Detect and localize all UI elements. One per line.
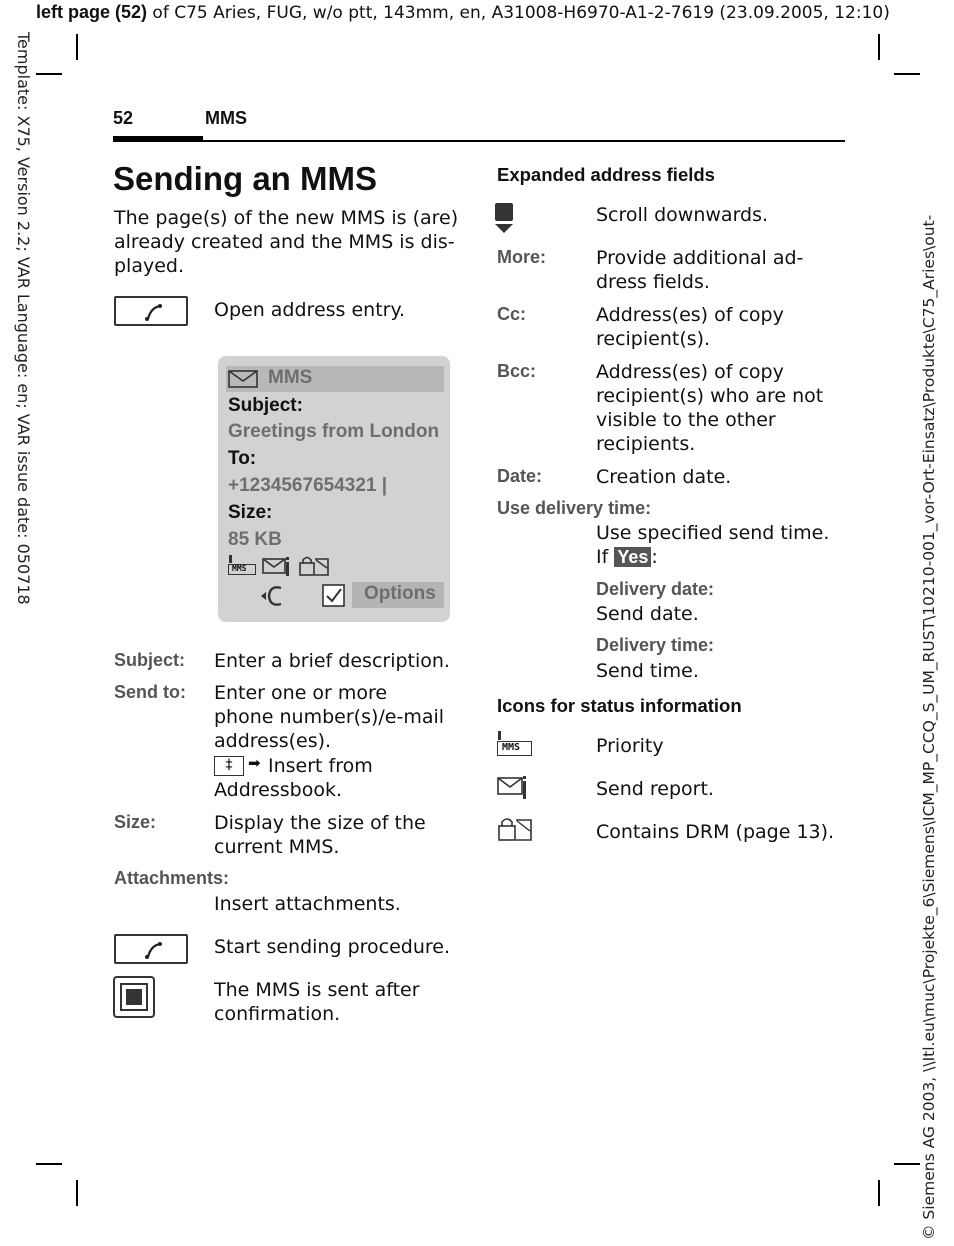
print-header xyxy=(36,2,890,23)
priority-icon-text: MMS xyxy=(232,564,247,573)
checkbox-icon xyxy=(322,584,346,608)
def-term: More: xyxy=(497,247,546,267)
side-text-right: © Siemens AG 2003, \\Itl.eu\muc\Projekte_6\Siemens\ICM_MP_CCQ_S_UM_RUST\10210-001_vor-Ort-Einsatz\Produkte\C75_Aries\out- xyxy=(920,214,938,1240)
def-line: Enter one or more xyxy=(214,682,388,704)
def-line: Display the size of the xyxy=(214,812,426,834)
delivery-date-text: Send date. xyxy=(596,603,699,625)
crop-mark xyxy=(894,1163,920,1165)
def-term: Size: xyxy=(114,812,157,832)
phone-display xyxy=(218,356,450,622)
header-rule xyxy=(113,140,845,142)
clear-key-icon xyxy=(258,583,286,609)
crop-mark xyxy=(36,1163,62,1165)
def-term: Subject: xyxy=(114,650,186,670)
sent-after-text xyxy=(214,978,420,1026)
def-line: dress fields. xyxy=(596,271,710,293)
drm-icon xyxy=(298,555,330,577)
delivery-time-text: Send time. xyxy=(596,660,699,682)
intro-line: played. xyxy=(114,255,185,277)
yes-softkey: Yes xyxy=(614,547,651,567)
def-term: Date: xyxy=(497,466,543,486)
def-line: phone number(s)/e-mail xyxy=(214,706,445,728)
scroll-down-icon xyxy=(494,202,516,234)
to-value: +1234567654321 | xyxy=(228,475,388,496)
def-text xyxy=(596,246,803,294)
addressbook-key-icon: ‡ xyxy=(214,756,244,776)
drm-text: Contains DRM (page 13). xyxy=(596,821,835,843)
intro-line: The page(s) of the new MMS is (are) xyxy=(114,207,459,229)
def-line: recipient(s) who are not xyxy=(596,385,824,407)
page-title: Sending an MMS xyxy=(113,160,377,197)
def-text xyxy=(596,360,823,456)
to-label: To: xyxy=(228,448,257,469)
display-title: MMS xyxy=(268,367,313,388)
def-text: Creation date. xyxy=(596,466,732,488)
attachments-label: Attachments: xyxy=(114,868,230,888)
header-rule-thick xyxy=(113,136,203,140)
crop-mark xyxy=(878,34,880,60)
addressbook-text: Addressbook. xyxy=(214,779,343,801)
subject-value: Greetings from London xyxy=(228,421,440,442)
sent-after-line: confirmation. xyxy=(214,1003,341,1025)
def-term: Bcc: xyxy=(497,361,537,381)
crop-mark xyxy=(76,34,78,60)
crop-mark xyxy=(76,1180,78,1206)
def-term: Send to: xyxy=(114,682,186,702)
def-text xyxy=(214,811,426,859)
def-line: Address(es) of copy xyxy=(596,361,784,383)
display-title-bar xyxy=(226,366,444,392)
print-header-page: left page (52) xyxy=(36,2,148,22)
def-line: current MMS. xyxy=(214,836,340,858)
scroll-text: Scroll downwards. xyxy=(596,204,769,226)
def-line: Address(es) of copy xyxy=(596,304,784,326)
size-value: 85 KB xyxy=(228,529,282,550)
insert-from-text: Insert from xyxy=(268,755,373,777)
send-report-icon xyxy=(497,774,531,800)
crop-mark xyxy=(894,73,920,75)
def-line: Provide additional ad- xyxy=(596,247,804,269)
call-key-icon xyxy=(114,296,188,326)
use-delivery-text: Use specified send time. xyxy=(596,522,830,544)
def-text: Enter a brief description. xyxy=(214,650,450,672)
side-text-left: Template: X75, Version 2.2; VAR Language: en; VAR issue date: 050718 xyxy=(14,32,33,605)
crop-mark xyxy=(36,73,62,75)
intro-text xyxy=(114,206,458,278)
def-line: visible to the other xyxy=(596,409,776,431)
expanded-heading: Expanded address fields xyxy=(497,164,715,185)
crop-mark xyxy=(878,1180,880,1206)
def-line: address(es). xyxy=(214,730,332,752)
def-term: Cc: xyxy=(497,304,527,324)
def-line: recipient(s). xyxy=(596,328,711,350)
call-key-icon xyxy=(114,934,188,964)
icons-heading: Icons for status information xyxy=(497,695,742,716)
if-yes-line xyxy=(596,545,658,569)
if-word: If xyxy=(596,546,609,568)
delivery-date-label: Delivery date: xyxy=(596,579,715,599)
priority-icon-text: MMS xyxy=(502,742,521,753)
use-delivery-label: Use delivery time: xyxy=(497,498,652,518)
send-report-icon xyxy=(262,555,294,577)
size-label: Size: xyxy=(228,502,273,523)
sent-after-line: The MMS is sent after xyxy=(214,979,420,1001)
def-text xyxy=(214,681,444,753)
send-report-text: Send report. xyxy=(596,778,714,800)
def-line: recipients. xyxy=(596,433,696,455)
arrow-icon: ➡ xyxy=(248,754,261,772)
attachments-text: Insert attachments. xyxy=(214,893,401,915)
colon: : xyxy=(651,546,658,568)
subject-label: Subject: xyxy=(228,395,303,416)
delivery-time-label: Delivery time: xyxy=(596,635,715,655)
intro-line: already created and the MMS is dis- xyxy=(114,231,455,253)
print-header-info: of C75 Aries, FUG, w/o ptt, 143mm, en, A31008-H6970-A1-2-7619 (23.09.2005, 12:10) xyxy=(147,3,890,23)
priority-icon xyxy=(228,555,258,577)
center-key-icon xyxy=(113,976,155,1018)
page-number: 52 xyxy=(113,108,134,128)
priority-icon xyxy=(497,731,533,757)
envelope-icon xyxy=(228,370,258,388)
options-softkey-label: Options xyxy=(364,583,436,604)
open-address-text: Open address entry. xyxy=(214,299,406,321)
def-text xyxy=(596,303,784,351)
priority-text: Priority xyxy=(596,735,664,757)
drm-icon xyxy=(497,816,533,842)
running-section: MMS xyxy=(205,108,247,128)
start-sending-text: Start sending procedure. xyxy=(214,936,451,958)
